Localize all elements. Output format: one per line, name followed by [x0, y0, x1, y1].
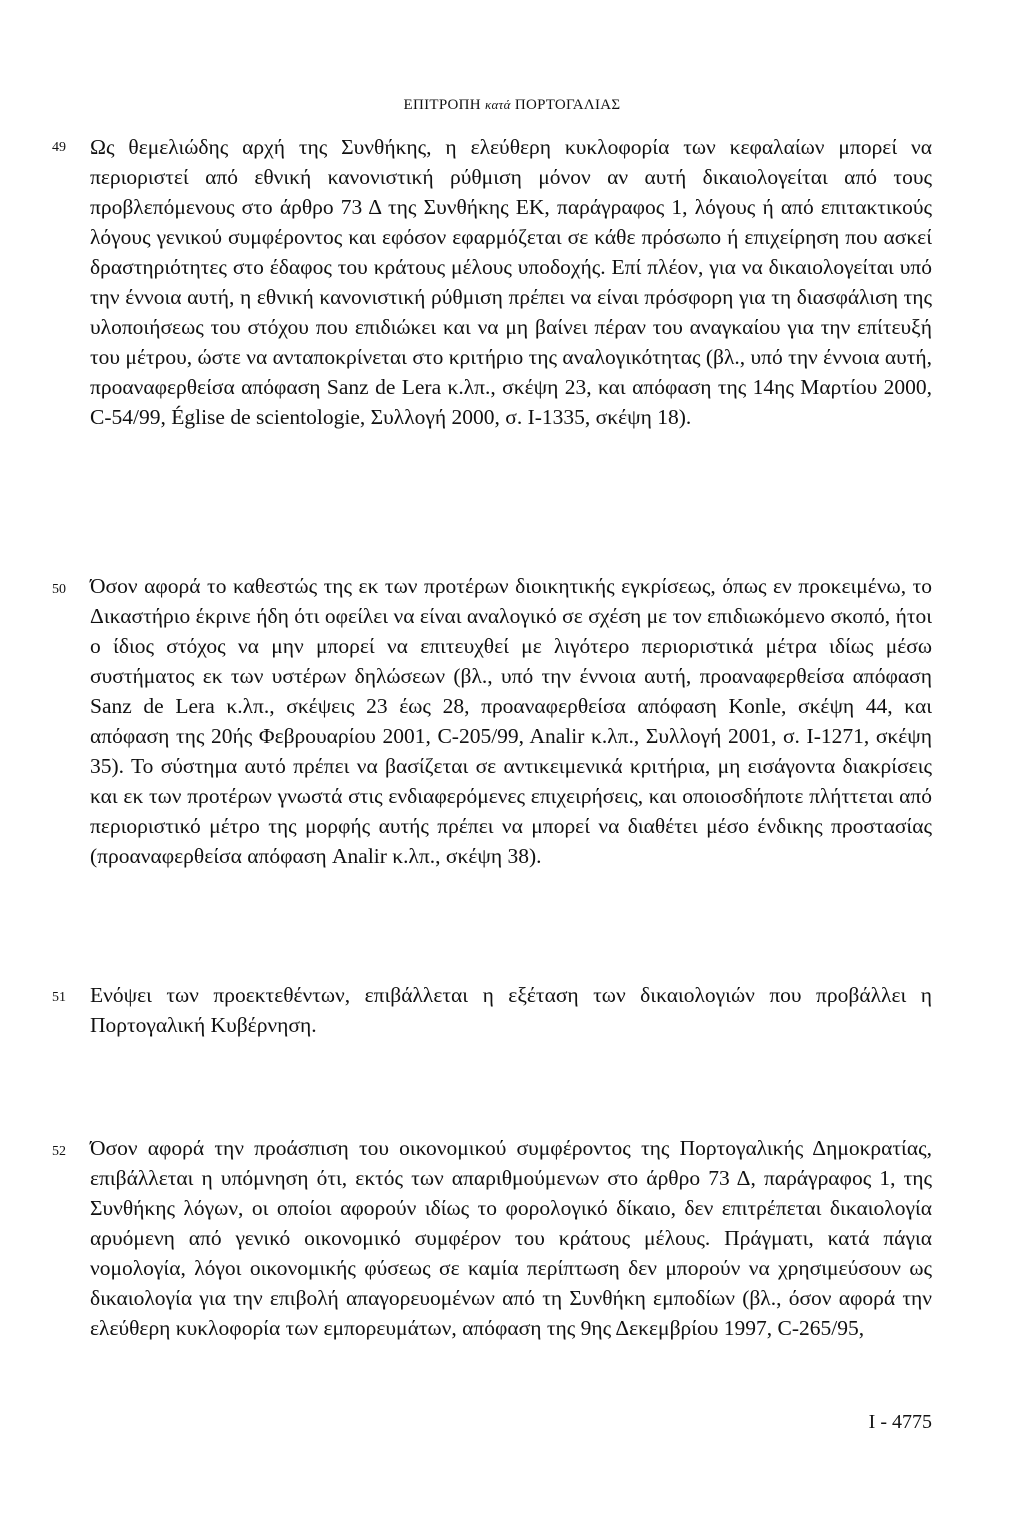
header-suffix: ΠΟΡΤΟΓΑΛΙΑΣ — [514, 97, 621, 113]
paragraph-text-50: Όσον αφορά το καθεστώς της εκ των προτέρων διοικητικής εγκρίσεως, όπως εν προκειμένω, το Δικαστήριο έκρινε ήδη ότι οφείλει να είναι αναλογικό σε σχέση με τον επιδιωκόμενο σκοπό, ήτοι ο ίδιος στόχος να μην μπορεί να επιτευχθεί με λιγότερο περιοριστικά μέτρα ιδίως μέσω συστήματος εκ των υστέρων δηλώσεων (βλ., υπό την έννοια αυτή, προαναφερθείσα απόφαση Sanz de Lera κ.λπ., σκέψεις 23 έως 28, προαναφερθείσα απόφαση Konle, σκέψη 44, και απόφαση της 20ής Φεβρουαρίου 2001, C-205/99, Analir κ.λπ., Συλλογή 2001, σ. I-1271, σκέψη 35). Το σύστημα αυτό πρέπει να βασίζεται σε αντικειμενικά κριτήρια, μη εισάγοντα διακρίσεις και εκ των προτέρων γνωστά στις ενδιαφερόμενες επιχειρήσεις, και οποιοσδήποτε πλήττεται από περιοριστικό μέτρο της μορφής αυτής πρέπει να μπορεί να διαθέτει μέσο ένδικης προστασίας (προαναφερθείσα απόφαση Analir κ.λπ., σκέψη 38). — [90, 574, 932, 868]
header-middle: κατά — [485, 97, 511, 112]
paragraph-text-52: Όσον αφορά την προάσπιση του οικονομικού συμφέροντος της Πορτογαλικής Δημοκρατίας, επιβάλλεται η υπόμνηση ότι, εκτός των απαριθμούμενων στο άρθρο 73 Δ, παράγραφος 1, της Συνθήκης λόγων, οι οποίοι αφορούν ιδίως το φορολογικό δίκαιο, δεν επιτρέπεται δικαιολογία αρυόμενη από γενικό οικονομικό συμφέρον του κράτους μέλους. Πράγματι, κατά πάγια νομολογία, λόγοι οικονομικής φύσεως σε καμία περίπτωση δεν μπορούν να χρησιμεύσουν ως δικαιολογία για την επιβολή απαγορευομένων από τη Συνθήκη εμποδίων (βλ., όσον αφορά την ελεύθερη κυκλοφορία των εμπορευμάτων, απόφαση της 9ης Δεκεμβρίου 1997, C-265/95, — [90, 1136, 932, 1340]
paragraph-number-50: 50 — [52, 582, 66, 597]
paragraph-49 — [90, 132, 932, 432]
paragraph-50 — [90, 571, 932, 871]
paragraph-number-51: 51 — [52, 990, 66, 1005]
paragraph-51 — [90, 980, 932, 1040]
running-header — [0, 97, 1024, 114]
paragraph-text-49: Ως θεμελιώδης αρχή της Συνθήκης, η ελεύθερη κυκλοφορία των κεφαλαίων μπορεί να περιοριστεί από εθνική κανονιστική ρύθμιση μόνον αν αυτή δικαιολογείται από τους προβλεπόμενους στο άρθρο 73 Δ της Συνθήκης ΕΚ, παράγραφος 1, λόγους ή από επιτακτικούς λόγους γενικού συμφέροντος και εφόσον εφαρμόζεται σε κάθε πρόσωπο ή επιχείρηση που ασκεί δραστηριότητες στο έδαφος του κράτους μέλους υποδοχής. Επί πλέον, για να δικαιολογείται υπό την έννοια αυτή, η εθνική κανονιστική ρύθμιση πρέπει να είναι πρόσφορη για τη διασφάλιση της υλοποιήσεως του στόχου που επιδιώκει και να μη βαίνει πέραν του αναγκαίου για την επίτευξή του μέτρου, ώστε να ανταποκρίνεται στο κριτήριο της αναλογικότητας (βλ., υπό την έννοια αυτή, προαναφερθείσα απόφαση Sanz de Lera κ.λπ., σκέψη 23, και απόφαση της 14ης Μαρτίου 2000, C-54/99, Église de scientologie, Συλλογή 2000, σ. I-1335, σκέψη 18). — [90, 135, 932, 429]
paragraph-52 — [90, 1133, 932, 1343]
header-prefix: ΕΠΙΤΡΟΠΗ — [403, 97, 481, 113]
paragraph-text-51: Ενόψει των προεκτεθέντων, επιβάλλεται η εξέταση των δικαιολογιών που προβάλλει η Πορτογαλική Κυβέρνηση. — [90, 983, 932, 1037]
paragraph-number-49: 49 — [52, 140, 66, 155]
page-number: I - 4775 — [868, 1411, 932, 1433]
paragraph-number-52: 52 — [52, 1144, 66, 1159]
